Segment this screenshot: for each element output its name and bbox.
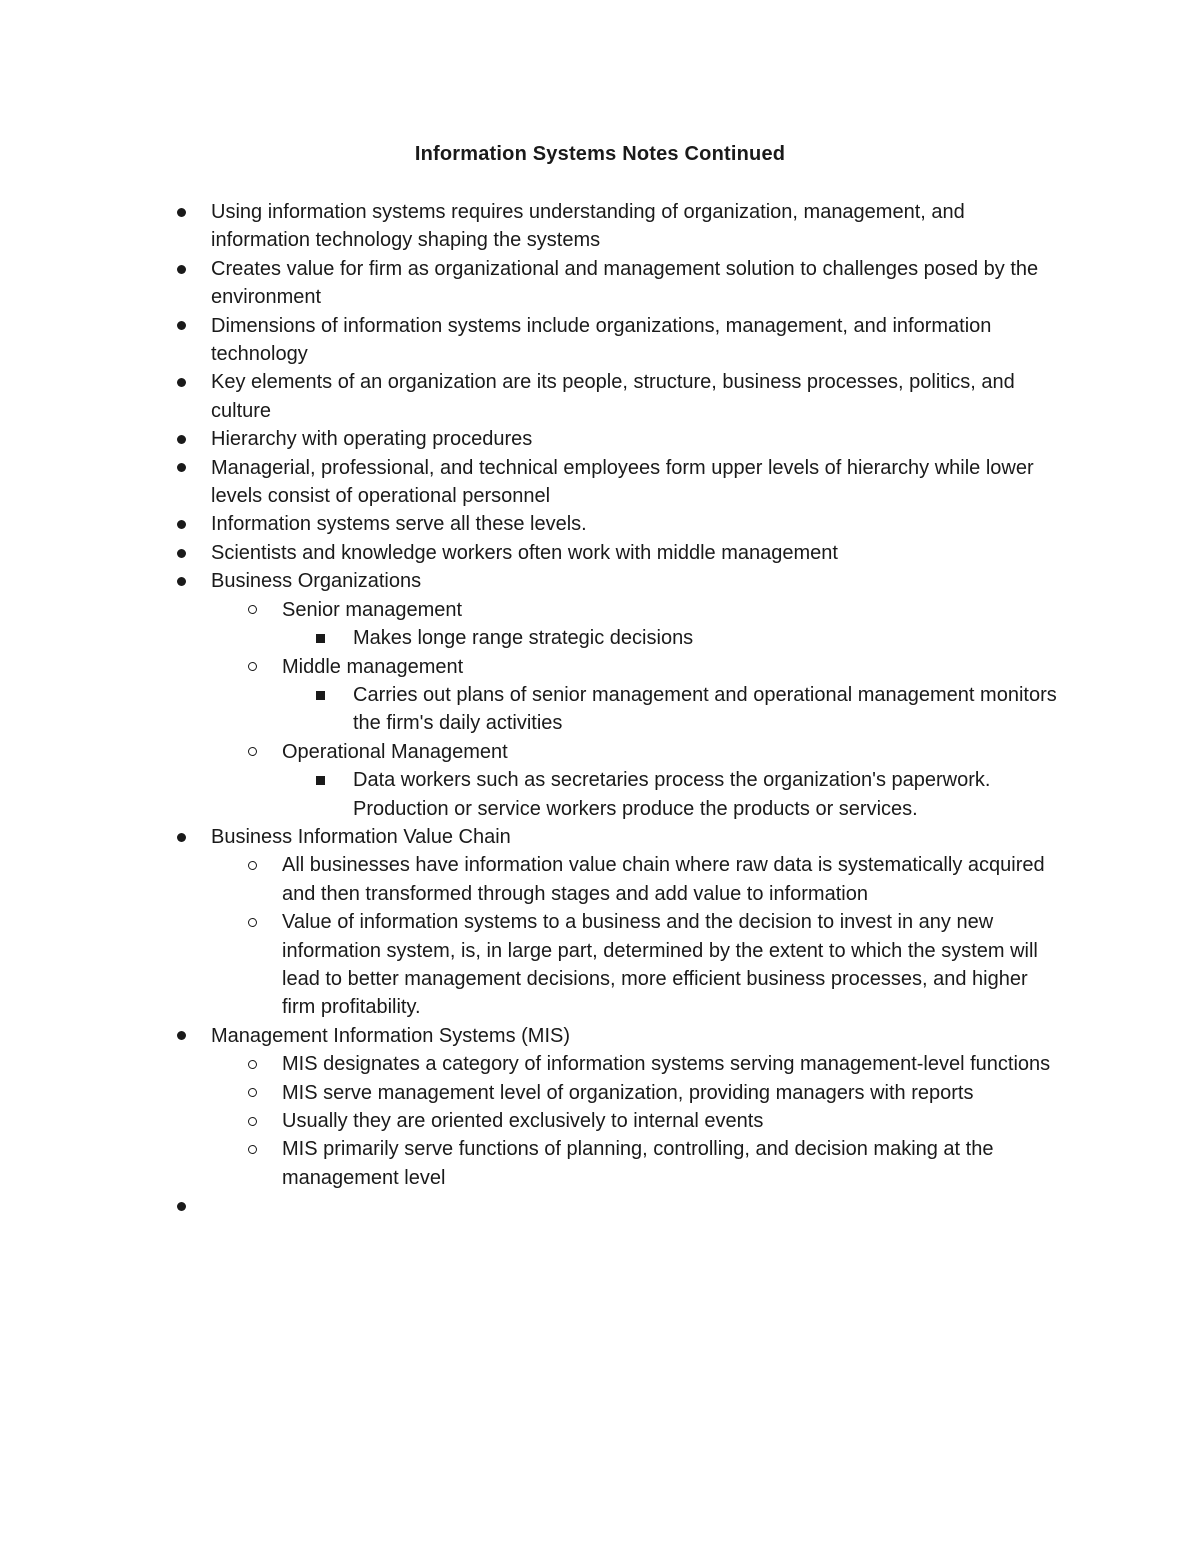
outline-item-level-2: [0, 624, 1200, 652]
bullet-disc-icon-shape: [177, 378, 186, 387]
bullet-circle-icon-shape: [248, 662, 257, 671]
bullet-circle-icon: [248, 908, 257, 936]
outline-item-level-0: [0, 312, 1200, 369]
outline-item-text: Senior management: [282, 598, 463, 621]
outline-item-level-1: [0, 596, 1200, 624]
outline-item-level-2: [0, 766, 1200, 823]
bullet-square-icon: [316, 766, 325, 794]
outline-item-level-1: [0, 908, 1200, 1022]
outline-item-level-1: [0, 1135, 1200, 1192]
outline-item-level-1: [0, 1050, 1200, 1078]
bullet-disc-icon-shape: [177, 435, 186, 444]
bullet-circle-icon: [248, 1135, 257, 1163]
outline-item-text: Business Organizations: [211, 570, 422, 593]
bullet-circle-icon-shape: [248, 747, 257, 756]
bullet-circle-icon: [248, 653, 257, 681]
bullet-square-icon-shape: [316, 691, 325, 700]
outline-item-text: Business Information Value Chain: [211, 825, 511, 848]
outline-item-level-0: [0, 823, 1200, 851]
outline-item-text: Makes longe range strategic decisions: [353, 627, 694, 650]
bullet-circle-icon: [248, 596, 257, 624]
bullet-square-icon-shape: [316, 634, 325, 643]
bullet-square-icon: [316, 681, 325, 709]
outline-item-text: Data workers such as secretaries process the organization's paperwork. Production or service workers produce the products or services.: [353, 769, 991, 820]
bullet-circle-icon-shape: [248, 1117, 257, 1126]
outline-item-level-1: [0, 1107, 1200, 1135]
bullet-circle-icon: [248, 1050, 257, 1078]
outline-item-level-1: [0, 1079, 1200, 1107]
outline-item-level-0: [0, 454, 1200, 511]
outline-item-text: MIS primarily serve functions of planning, controlling, and decision making at the management level: [282, 1138, 994, 1189]
bullet-circle-icon-shape: [248, 1088, 257, 1097]
bullet-disc-icon-shape: [177, 208, 186, 217]
outline-item-level-0: [0, 510, 1200, 538]
bullet-disc-icon: [177, 567, 186, 595]
bullet-circle-icon-shape: [248, 861, 257, 870]
bullet-circle-icon: [248, 738, 257, 766]
outline-item-text: Carries out plans of senior management and operational management monitors the firm's daily activities: [353, 683, 1057, 735]
outline-item-level-0: [0, 255, 1200, 312]
outline-item-text: MIS serve management level of organization, providing managers with reports: [282, 1081, 974, 1104]
outline-item-text: Hierarchy with operating procedures: [211, 428, 533, 451]
outline-item-text: Creates value for firm as organizational and management solution to challenges posed by the environment: [211, 257, 1039, 309]
bullet-disc-icon: [177, 510, 186, 538]
outline-item-text: Operational Management: [282, 740, 508, 763]
bullet-disc-icon-shape: [177, 1031, 186, 1040]
outline-item-level-1: [0, 738, 1200, 766]
bullet-disc-icon-shape: [177, 463, 186, 472]
outline-item-level-1: [0, 851, 1200, 908]
bullet-circle-icon-shape: [248, 1060, 257, 1069]
bullet-disc-icon: [177, 425, 186, 453]
bullet-circle-icon: [248, 1079, 257, 1107]
outline-item-text: Managerial, professional, and technical employees form upper levels of hierarchy while lower levels consist of operational personnel: [211, 456, 1034, 508]
bullet-circle-icon-shape: [248, 605, 257, 614]
outline-item-level-2: [0, 681, 1200, 738]
bullet-disc-icon: [177, 255, 186, 283]
outline-item-text: All businesses have information value chain where raw data is systematically acquired and then transformed through stages and add value to information: [282, 854, 1045, 905]
bullet-disc-icon-shape: [177, 520, 186, 529]
outline-item-text: Scientists and knowledge workers often work with middle management: [211, 541, 838, 564]
bullet-disc-icon: [177, 823, 186, 851]
outline-item-text: Middle management: [282, 655, 464, 678]
document-title: Information Systems Notes Continued: [414, 143, 786, 165]
outline-item-text: Dimensions of information systems include organizations, management, and information technology: [211, 314, 992, 366]
bullet-disc-icon: [177, 539, 186, 567]
bullet-disc-icon: [177, 312, 186, 340]
bullet-disc-icon-shape: [177, 321, 186, 330]
outline-item-level-0: [0, 567, 1200, 595]
outline-item-level-0: [0, 425, 1200, 453]
outline-item-text: Value of information systems to a business and the decision to invest in any new information system, is, in large part, determined by the extent to which the system will lead to better management decisions, more efficient business processes, and higher firm profitability.: [282, 911, 1038, 1019]
bullet-disc-icon-shape: [177, 833, 186, 842]
bullet-disc-icon-shape: [177, 1202, 186, 1211]
outline-item-level-0: [0, 1022, 1200, 1050]
bullet-disc-icon: [177, 1192, 186, 1220]
bullet-disc-icon: [177, 368, 186, 396]
bullet-square-icon: [316, 624, 325, 652]
bullet-circle-icon: [248, 851, 257, 879]
bullet-disc-icon: [177, 198, 186, 226]
outline-item-text: Usually they are oriented exclusively to internal events: [282, 1110, 764, 1132]
bullet-circle-icon-shape: [248, 1145, 257, 1154]
outline-item-text: Key elements of an organization are its people, structure, business processes, politics, and culture: [211, 371, 1015, 422]
bullet-disc-icon-shape: [177, 265, 186, 274]
outline-item-text: MIS designates a category of information systems serving management-level functions: [282, 1053, 1051, 1076]
outline-item-level-0: [0, 368, 1200, 425]
bullet-disc-icon-shape: [177, 549, 186, 558]
outline-item-text: Information systems serve all these levels.: [211, 513, 587, 536]
bullet-circle-icon: [248, 1107, 257, 1135]
outline-item-level-0: [0, 539, 1200, 567]
bullet-disc-icon: [177, 1022, 186, 1050]
outline-item-level-0: [0, 198, 1200, 255]
bullet-disc-icon: [177, 454, 186, 482]
notes-outline: [0, 198, 1200, 1221]
bullet-disc-icon-shape: [177, 577, 186, 586]
outline-item-level-0: [0, 1192, 1200, 1220]
outline-item-text: Using information systems requires understanding of organization, management, and information technology shaping the systems: [211, 201, 965, 252]
bullet-circle-icon-shape: [248, 918, 257, 927]
outline-item-text: Management Information Systems (MIS): [211, 1024, 571, 1047]
bullet-square-icon-shape: [316, 776, 325, 785]
outline-item-level-1: [0, 653, 1200, 681]
